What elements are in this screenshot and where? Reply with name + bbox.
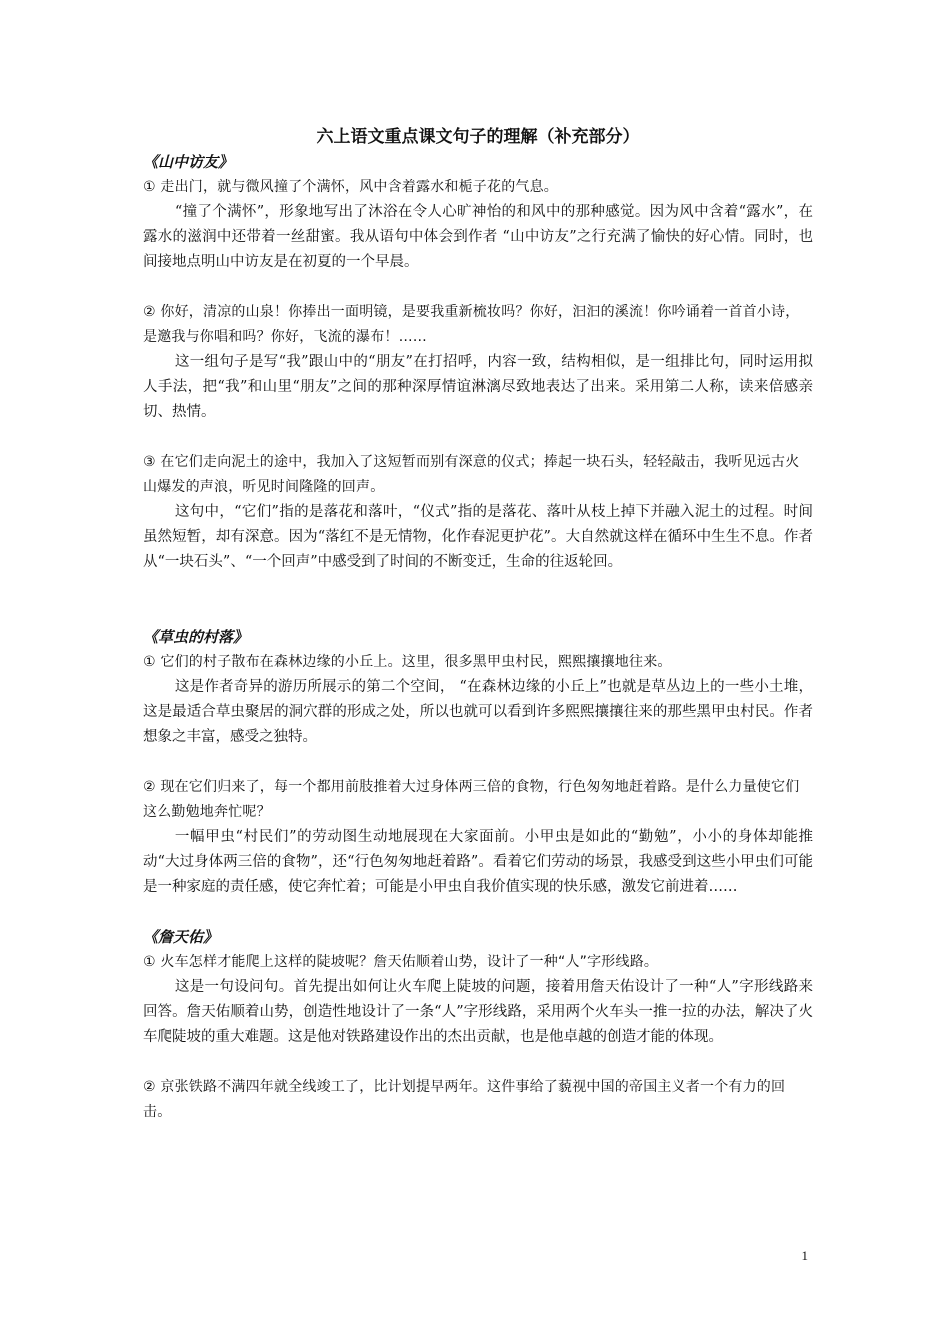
section-heading: 《山中访友》 bbox=[143, 153, 234, 171]
explanation-paragraph: 这句中，“它们”指的是落花和落叶，“仪式”指的是落花、落叶从枝上掉下并融入泥土的过程。时间虽然短暂，却有深意。因为“落红不是无情物，化作春泥更护花”。大自然就这样在循环中生生不息。作者从“一块石头”、“一个回声”中感受到了时间的不断变迁，生命的往返轮回。 bbox=[143, 504, 813, 570]
quote-sentence: ③ 在它们走向泥土的途中，我加入了这短暂而别有深意的仪式；捧起一块石头，轻轻敲击，我听见远古火山爆发的声浪，听见时间隆隆的回声。 bbox=[143, 454, 800, 495]
quote-sentence: ② 现在它们归来了，每一个都用前肢推着大过身体两三倍的食物，行色匆匆地赶着路。是什么力量使它们这么勤勉地奔忙呢？ bbox=[143, 779, 800, 820]
quote-sentence: ② 京张铁路不满四年就全线竣工了，比计划提早两年。这件事给了藐视中国的帝国主义者一个有力的回击。 bbox=[143, 1079, 786, 1120]
page-number: 1 bbox=[801, 1248, 808, 1263]
explanation-paragraph: 一幅甲虫“村民们”的劳动图生动地展现在大家面前。小甲虫是如此的“勤勉”，小小的身体却能推动“大过身体两三倍的食物”，还“行色匆匆地赶着路”。看着它们劳动的场景，我感受到这些小甲虫们可能是一种家庭的责任感，使它奔忙着；可能是小甲虫自我价值实现的快乐感，激发它前进着…… bbox=[143, 829, 813, 895]
explanation-paragraph: “撞了个满怀”，形象地写出了沐浴在令人心旷神怡的和风中的那种感觉。因为风中含着“露水”，在露水的滋润中还带着一丝甜蜜。我从语句中体会到作者 “山中访友”之行充满了愉快的好心情。同时，也间接地点明山中访友是在初夏的一个早晨。 bbox=[143, 204, 813, 270]
section-heading: 《草虫的村落》 bbox=[143, 628, 249, 646]
section-zhan-tianyou bbox=[143, 925, 813, 1125]
section-heading: 《詹天佑》 bbox=[143, 928, 219, 946]
document-body bbox=[143, 124, 813, 1125]
section-caochong-de-cunluo bbox=[143, 625, 813, 900]
explanation-paragraph: 这一组句子是写“我”跟山中的“朋友”在打招呼，内容一致，结构相似，是一组排比句，同时运用拟人手法，把“我”和山里“朋友”之间的那种深厚情谊淋漓尽致地表达了出来。采用第二人称，读来倍感亲切、热情。 bbox=[143, 354, 813, 420]
quote-sentence: ① 火车怎样才能爬上这样的陡坡呢？詹天佑顺着山势，设计了一种“人”字形线路。 bbox=[143, 954, 659, 970]
quote-sentence: ① 走出门，就与微风撞了个满怀，风中含着露水和栀子花的气息。 bbox=[143, 179, 558, 195]
document-title: 六上语文重点课文句子的理解（补充部分） bbox=[316, 127, 640, 147]
explanation-paragraph: 这是一句设问句。首先提出如何让火车爬上陡坡的问题，接着用詹天佑设计了一种“人”字形线路来回答。詹天佑顺着山势，创造性地设计了一条“人”字形线路，采用两个火车头一推一拉的办法，解决了火车爬陡坡的重大难题。这是他对铁路建设作出的杰出贡献，也是他卓越的创造才能的体现。 bbox=[143, 979, 813, 1045]
explanation-paragraph: 这是作者奇异的游历所展示的第二个空间， “在森林边缘的小丘上”也就是草丛边上的一些小土堆，这是最适合草虫聚居的洞穴群的形成之处，所以也就可以看到许多熙熙攘攘往来的那些黑甲虫村民。作者想象之丰富，感受之独特。 bbox=[143, 679, 813, 745]
quote-sentence: ① 它们的村子散布在森林边缘的小丘上。这里，很多黑甲虫村民，熙熙攘攘地往来。 bbox=[143, 654, 672, 670]
quote-sentence: ② 你好，清凉的山泉！你捧出一面明镜，是要我重新梳妆吗？你好，汩汩的溪流！你吟诵着一首首小诗，是邀我与你唱和吗？你好，飞流的瀑布！…… bbox=[143, 304, 800, 345]
section-shanzhong-fangyou bbox=[143, 150, 813, 575]
